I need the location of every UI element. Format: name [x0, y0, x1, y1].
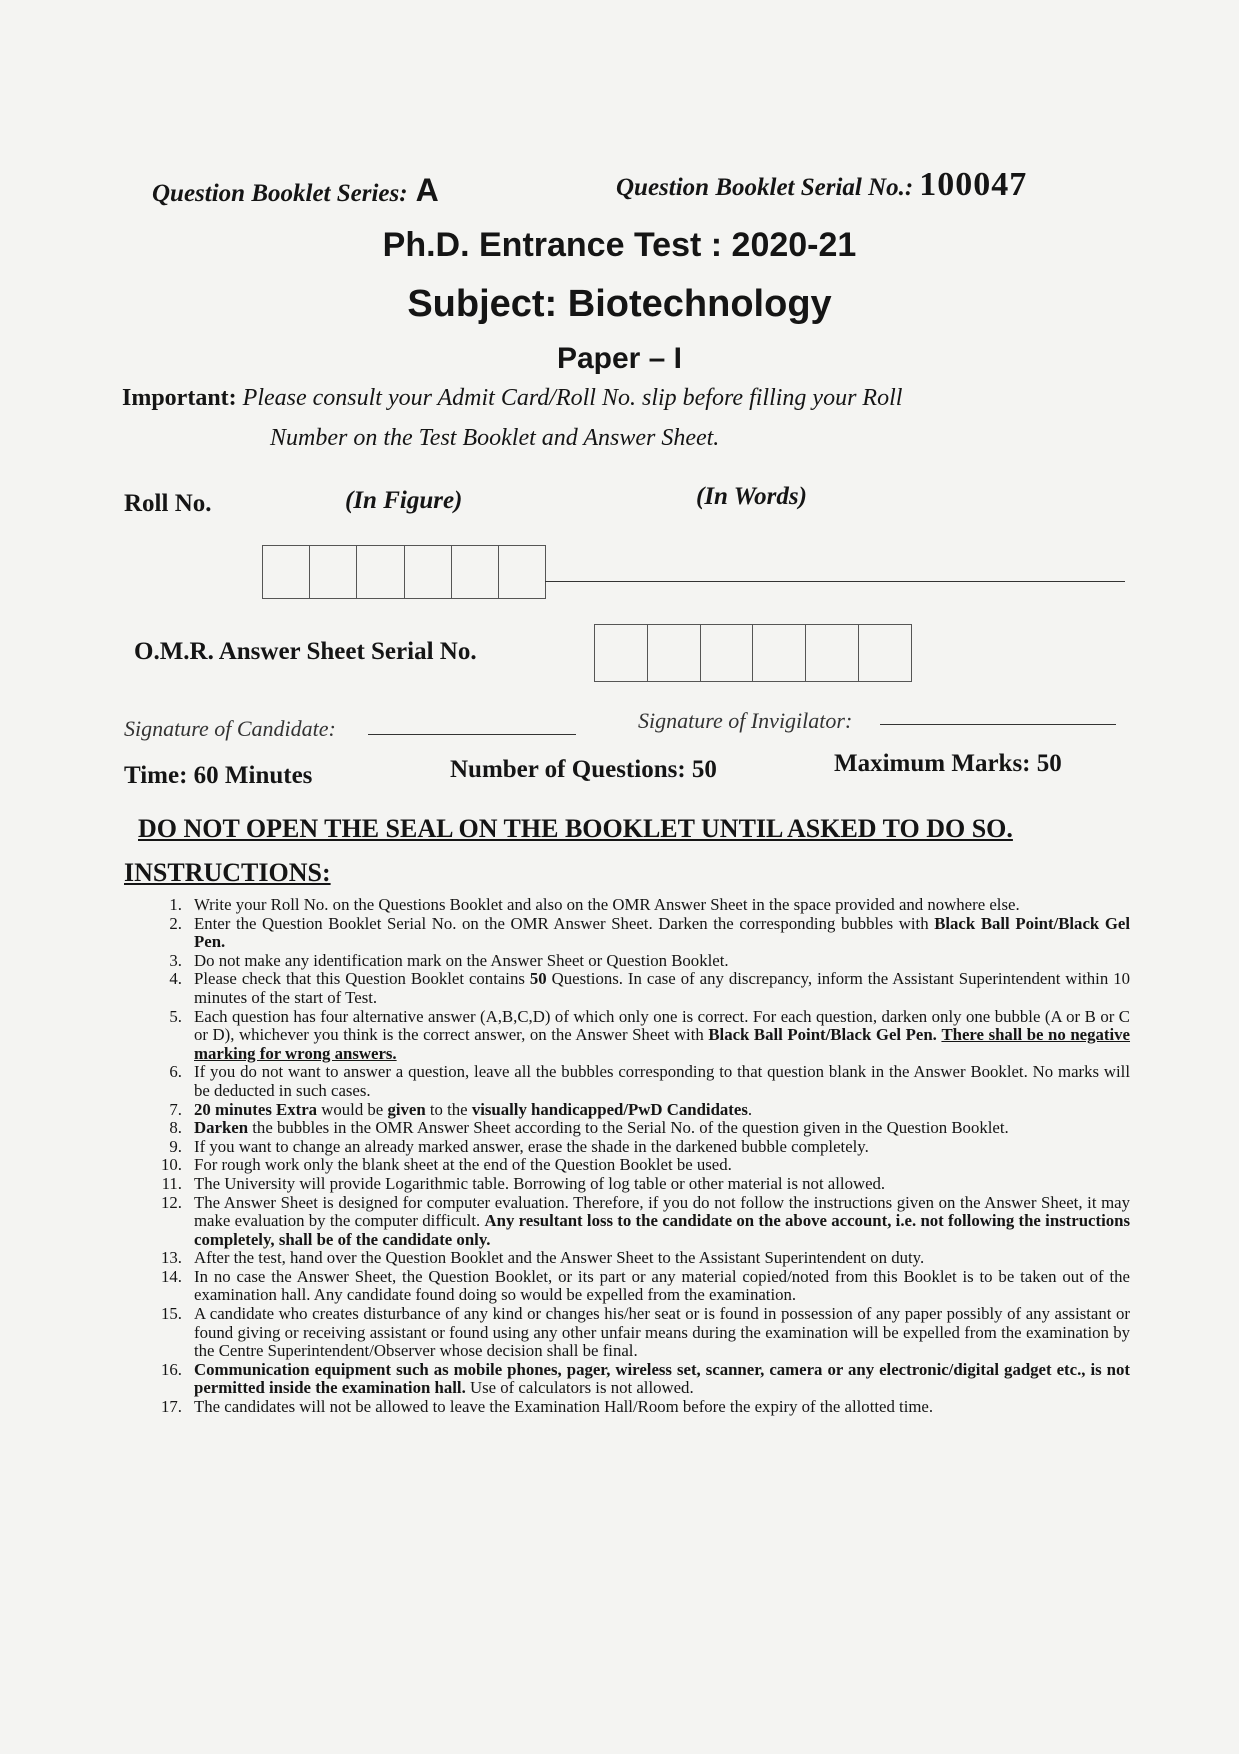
roll-digit-box[interactable] — [310, 546, 357, 598]
instruction-item — [152, 1138, 1130, 1157]
instruction-number: 10. — [161, 1155, 182, 1175]
important-text-2: Number on the Test Booklet and Answer Sheet. — [270, 425, 720, 451]
booklet-serial — [616, 166, 1027, 204]
instruction-bold: visually handicapped/PwD Candidates — [471, 1099, 748, 1119]
questions-info: Number of Questions: 50 — [450, 756, 717, 783]
omr-digit-box[interactable] — [806, 625, 859, 681]
instruction-text: Write your Roll No. on the Questions Booklet and also on the OMR Answer Sheet in the space provided and nowhere else. — [194, 895, 1020, 914]
instruction-number: 2. — [169, 913, 182, 933]
roll-digit-box[interactable] — [263, 546, 310, 598]
subject-title: Subject: Biotechnology — [407, 283, 832, 325]
important-note — [122, 378, 1132, 418]
invigilator-signature-line[interactable] — [880, 724, 1116, 725]
instruction-item — [152, 1063, 1130, 1100]
instruction-number: 6. — [169, 1062, 182, 1082]
instruction-number: 7. — [169, 1099, 182, 1119]
booklet-series — [152, 172, 439, 209]
seal-warning: DO NOT OPEN THE SEAL ON THE BOOKLET UNTIL ASKED TO DO SO. — [138, 814, 1013, 843]
series-label: Question Booklet Series: — [152, 180, 408, 207]
instruction-text: If you want to change an already marked answer, erase the shade in the darkened bubble completely. — [194, 1136, 869, 1156]
instructions-heading: INSTRUCTIONS: — [124, 858, 331, 887]
instruction-number: 1. — [169, 895, 182, 914]
instruction-number: 17. — [161, 1397, 182, 1417]
candidate-signature-line[interactable] — [368, 734, 576, 735]
instruction-item — [152, 970, 1130, 1007]
instruction-item — [152, 1156, 1130, 1175]
instruction-item — [152, 1249, 1130, 1268]
instruction-bold: Darken — [194, 1118, 249, 1138]
roll-digit-box[interactable] — [405, 546, 452, 598]
omr-serial-boxes[interactable] — [594, 624, 912, 682]
serial-label: Question Booklet Serial No.: — [616, 174, 914, 201]
instruction-number: 14. — [161, 1266, 182, 1286]
omr-label: O.M.R. Answer Sheet Serial No. — [134, 638, 477, 665]
instruction-text: . — [747, 1099, 753, 1119]
instruction-item — [152, 1305, 1130, 1361]
instruction-text: to the — [425, 1099, 472, 1119]
instruction-text: Please check that this Question Booklet contains — [194, 969, 530, 989]
instruction-text: Each question has four alternative answer (A,B,C,D) of which only one is correct. For each question, darken only one bubble (A or B or C or D), whichever you think is the correct answer, on the Answer Sheet with — [194, 1006, 1130, 1045]
important-note-line2 — [270, 418, 719, 458]
candidate-signature-label: Signature of Candidate: — [124, 716, 336, 741]
instruction-text: If you do not want to answer a question, leave all the bubbles corresponding to that question blank in the Answer Booklet. No marks will be deducted in such cases. — [194, 1062, 1130, 1100]
instruction-item — [152, 1008, 1130, 1064]
instruction-text: Do not make any identification mark on the Answer Sheet or Question Booklet. — [194, 950, 729, 970]
instruction-item — [152, 915, 1130, 952]
instructions-list — [152, 896, 1130, 1417]
roll-figure-boxes[interactable] — [262, 545, 546, 599]
series-value: A — [415, 172, 439, 208]
instruction-number: 4. — [169, 969, 182, 989]
instruction-item — [152, 1119, 1130, 1138]
instruction-text: the bubbles in the OMR Answer Sheet according to the Serial No. of the question given in the Question Booklet. — [248, 1118, 1009, 1138]
omr-digit-box[interactable] — [859, 625, 911, 681]
roll-in-words-label: (In Words) — [696, 483, 807, 510]
roll-in-words-line[interactable] — [545, 581, 1125, 582]
instruction-number: 12. — [161, 1192, 182, 1212]
instruction-bold: 50 — [529, 969, 547, 989]
instruction-item — [152, 1175, 1130, 1194]
instruction-item — [152, 896, 1130, 915]
instruction-bold: Any resultant loss to the candidate on the above account, i.e. not following the instructions completely, shall be of the candidate only. — [194, 1211, 1131, 1249]
instructions-block — [152, 896, 1130, 1417]
instruction-text: Enter the Question Booklet Serial No. on the OMR Answer Sheet. Darken the corresponding bubbles with — [194, 913, 935, 933]
instruction-number: 11. — [161, 1173, 182, 1193]
paper-title: Paper – I — [556, 342, 683, 375]
omr-digit-box[interactable] — [648, 625, 701, 681]
omr-digit-box[interactable] — [701, 625, 754, 681]
instruction-item — [152, 1194, 1130, 1250]
instruction-bold: Black Ball Point/Black Gel Pen. — [194, 913, 1130, 952]
exam-title: Ph.D. Entrance Test : 2020-21 — [382, 226, 857, 264]
instruction-bold: 20 minutes Extra — [194, 1099, 318, 1119]
instruction-text: The candidates will not be allowed to leave the Examination Hall/Room before the expiry of the allotted time. — [194, 1397, 934, 1417]
instruction-number: 15. — [161, 1304, 182, 1324]
roll-digit-box[interactable] — [499, 546, 545, 598]
omr-digit-box[interactable] — [753, 625, 806, 681]
instruction-bold: given — [387, 1099, 426, 1119]
instruction-number: 9. — [169, 1136, 182, 1156]
instruction-underlined: There shall be no negative marking for wrong answers. — [194, 1025, 1131, 1063]
omr-digit-box[interactable] — [595, 625, 648, 681]
instruction-text: The University will provide Logarithmic table. Borrowing of log table or other material is not allowed. — [194, 1173, 886, 1193]
serial-value: 100047 — [919, 166, 1028, 203]
instruction-number: 13. — [161, 1248, 182, 1268]
instruction-number: 16. — [161, 1359, 182, 1379]
important-text-1: Please consult your Admit Card/Roll No. slip before filling your Roll — [242, 385, 903, 411]
instruction-number: 8. — [169, 1118, 182, 1138]
instruction-item — [152, 1398, 1130, 1417]
roll-digit-box[interactable] — [357, 546, 404, 598]
instruction-bold: Black Ball Point/Black Gel Pen. — [708, 1025, 937, 1045]
instruction-text: Questions. In case of any discrepancy, inform the Assistant Superintendent within 10 minutes of the start of Test. — [194, 969, 1130, 1007]
instruction-item — [152, 1268, 1130, 1305]
instruction-item — [152, 1101, 1130, 1120]
instruction-item — [152, 1361, 1130, 1398]
instruction-number: 5. — [169, 1006, 182, 1026]
instruction-text: After the test, hand over the Question Booklet and the Answer Sheet to the Assistant Superintendent on duty. — [194, 1248, 925, 1268]
instruction-text: The Answer Sheet is designed for computer evaluation. Therefore, if you do not follow the instructions given on the Answer Sheet, it may make evaluation by the computer difficult. — [194, 1192, 1130, 1231]
roll-in-figure-label: (In Figure) — [345, 487, 463, 514]
roll-digit-box[interactable] — [452, 546, 499, 598]
instruction-item — [152, 952, 1130, 971]
roll-label: Roll No. — [124, 490, 212, 517]
invigilator-signature-label: Signature of Invigilator: — [638, 708, 853, 733]
instruction-text: For rough work only the blank sheet at the end of the Question Booklet be used. — [194, 1155, 732, 1175]
instruction-number: 3. — [169, 950, 182, 970]
important-label: Important: — [122, 385, 237, 411]
time-info: Time: 60 Minutes — [124, 762, 313, 789]
instruction-text: would be — [317, 1099, 388, 1119]
instruction-text: Use of calculators is not allowed. — [465, 1378, 694, 1398]
marks-info: Maximum Marks: 50 — [834, 750, 1062, 777]
instruction-text: A candidate who creates disturbance of any kind or changes his/her seat or is found in possession of any paper possibly of any assistant or found giving or receiving assistant or found using any other unfair means during the examination will be expelled from the examination by the Centre Superintendent/Observer whose decision shall be final. — [194, 1304, 1130, 1361]
instruction-text: In no case the Answer Sheet, the Question Booklet, or its part or any material copied/noted from this Booklet is to be taken out of the examination hall. Any candidate found doing so would be expelled from the examination. — [194, 1266, 1130, 1305]
instruction-bold: Communication equipment such as mobile phones, pager, wireless set, scanner, camera or any electronic/digital gadget etc., is not permitted inside the examination hall. — [194, 1359, 1130, 1398]
